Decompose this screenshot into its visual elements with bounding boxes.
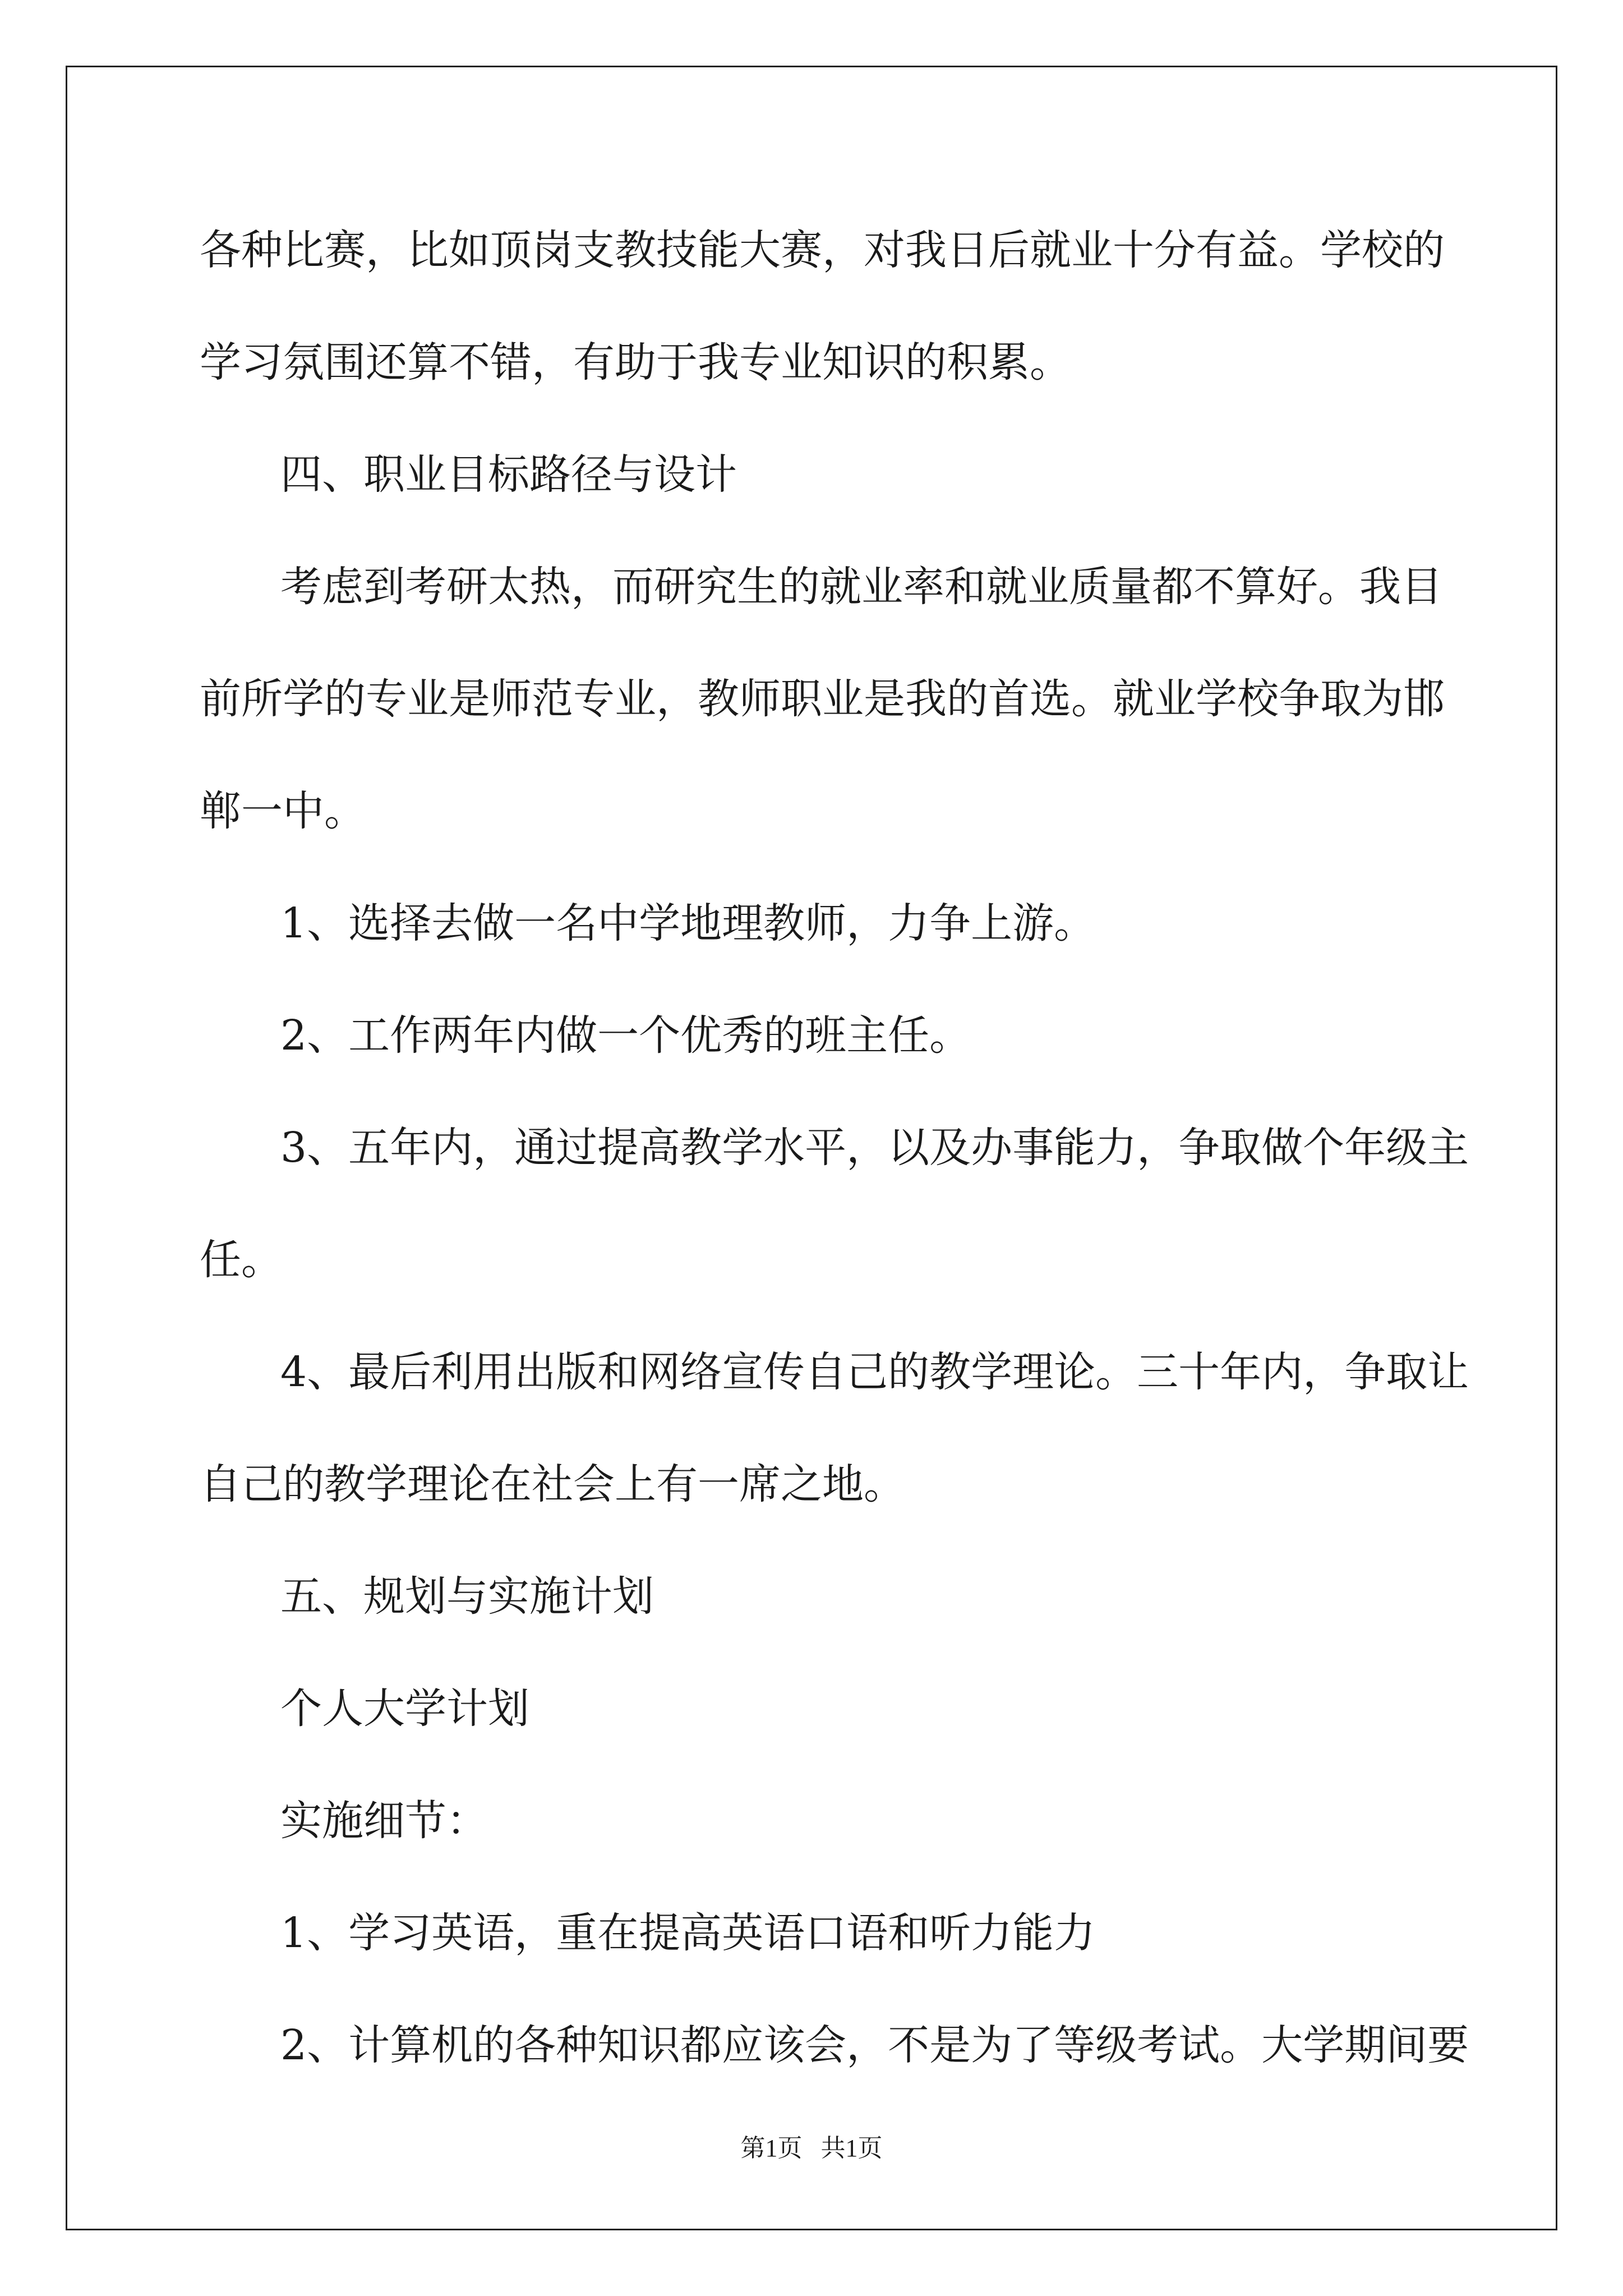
text-line: 郸一中。 [200, 787, 366, 835]
list-item: 3、五年内，通过提高教学水平，以及办事能力，争取做个年级主 [280, 1124, 1469, 1172]
section-heading: 四、职业目标路径与设计 [280, 450, 737, 499]
text-line: 任。 [200, 1236, 283, 1284]
subheading: 个人大学计划 [280, 1685, 529, 1733]
section-heading: 五、规划与实施计划 [280, 1572, 654, 1621]
list-item: 4、最后利用出版和网络宣传自己的教学理论。三十年内，争取让 [280, 1348, 1469, 1396]
page-footer: 第1页 共1页 [740, 2134, 883, 2162]
list-item: 1、选择去做一名中学地理教师，力争上游。 [280, 899, 1096, 947]
subheading: 实施细节： [280, 1797, 488, 1845]
text-line: 前所学的专业是师范专业，教师职业是我的首选。就业学校争取为邯 [200, 675, 1445, 723]
list-item: 2、计算机的各种知识都应该会，不是为了等级考试。大学期间要 [280, 2021, 1469, 2069]
text-line: 自己的教学理论在社会上有一席之地。 [200, 1460, 905, 1508]
list-item: 2、工作两年内做一个优秀的班主任。 [280, 1011, 971, 1060]
text-line: 学习氛围还算不错，有助于我专业知识的积累。 [200, 338, 1071, 386]
list-item: 1、学习英语，重在提高英语口语和听力能力 [280, 1909, 1096, 1957]
text-line: 各种比赛，比如顶岗支教技能大赛，对我日后就业十分有益。学校的 [200, 226, 1445, 274]
text-line: 考虑到考研太热，而研究生的就业率和就业质量都不算好。我目 [280, 563, 1442, 611]
